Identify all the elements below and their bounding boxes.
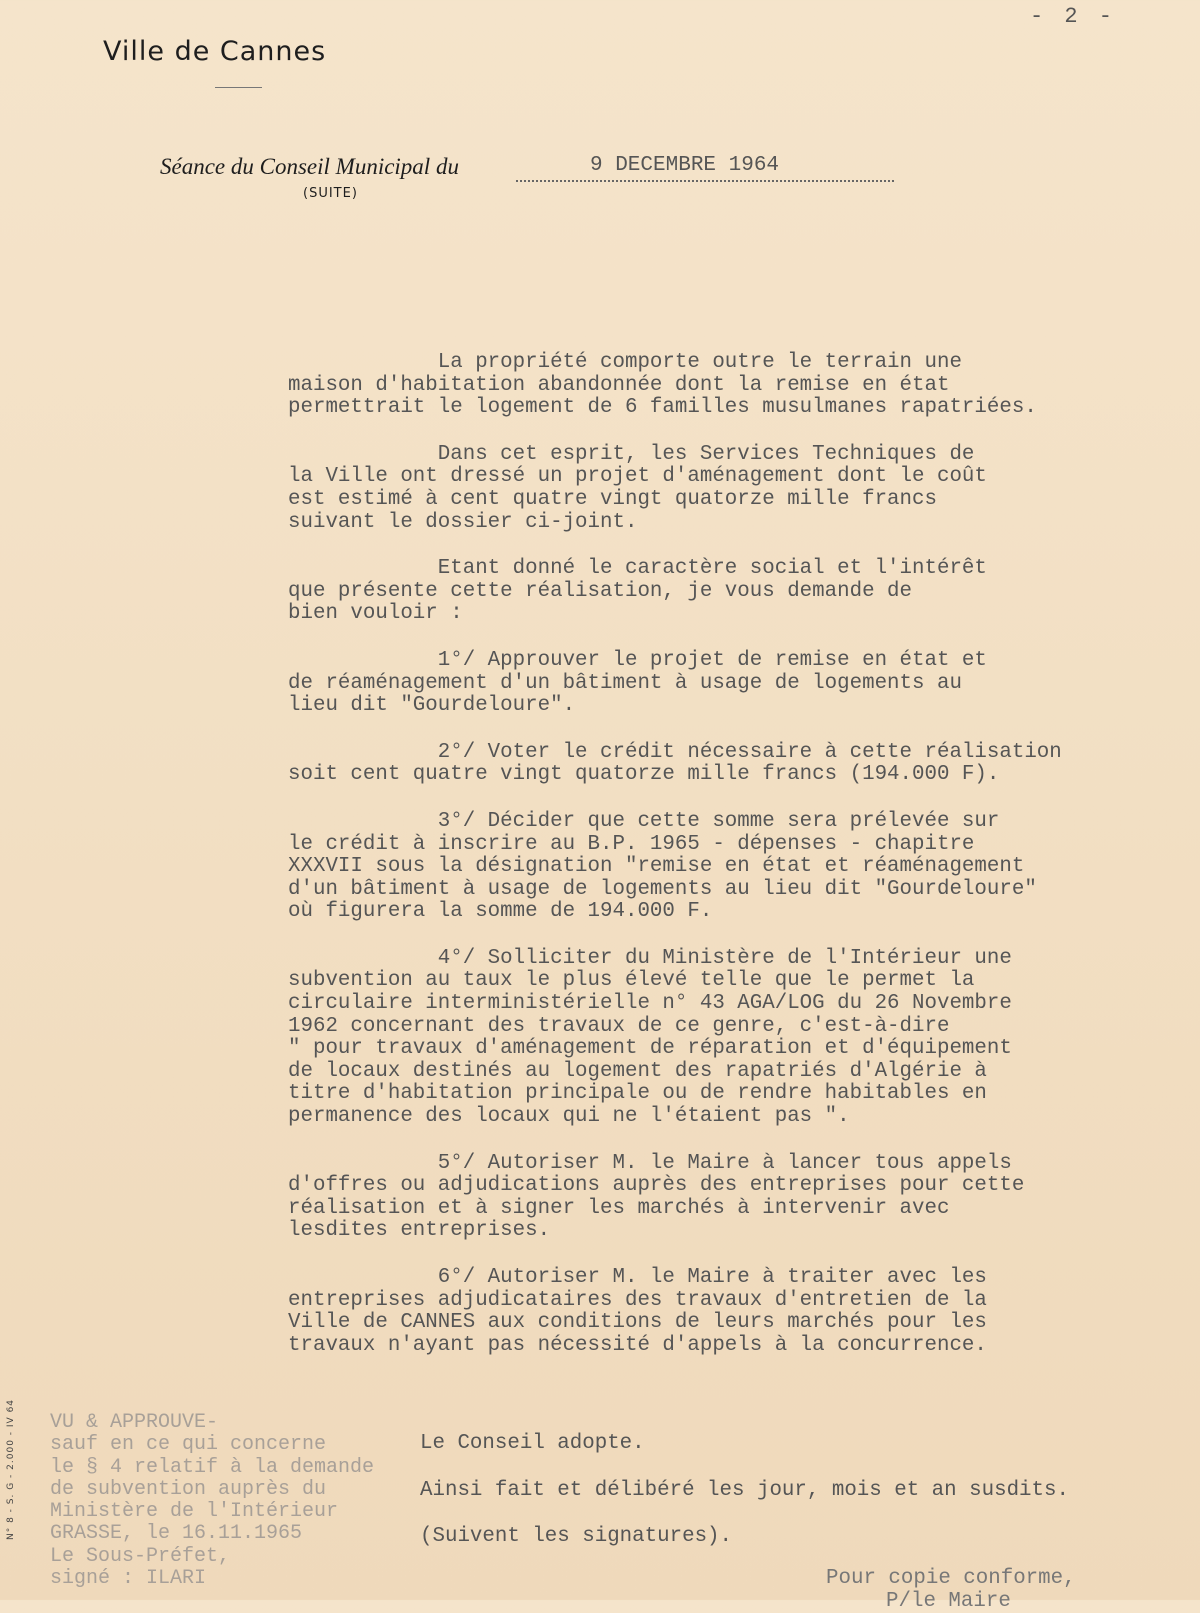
stamp-line: Le Sous-Préfet, <box>50 1544 231 1568</box>
date-dotted-line <box>516 180 894 182</box>
paragraph-line: La propriété comporte outre le terrain une <box>288 351 962 374</box>
paragraph-line: titre d'habitation principale ou de rendre habitables en <box>288 1082 987 1106</box>
stamp-line: de subvention auprès du <box>50 1477 327 1501</box>
paragraph-line: de réaménagement d'un bâtiment à usage de logements au <box>288 671 962 695</box>
paragraph-line: maison d'habitation abandonnée dont la remise en état <box>288 373 950 397</box>
paragraph-line: 4°/ Solliciter du Ministère de l'Intérieur une <box>288 946 1012 970</box>
signatures-note: (Suivent les signatures). <box>420 1525 733 1549</box>
deliberation-body <box>288 352 1168 1381</box>
suite-label: (SUITE) <box>303 186 358 201</box>
paragraph-line: le crédit à inscrire au B.P. 1965 - dépenses - chapitre <box>288 832 975 856</box>
paragraph-line: permanence des locaux qui ne l'étaient pas ". <box>288 1105 850 1129</box>
paragraph-line: travaux n'ayant pas nécessité d'appels à la concurrence. <box>288 1333 987 1357</box>
done-and-deliberated: Ainsi fait et délibéré les jour, mois et an susdits. <box>420 1478 1069 1502</box>
paragraph-line: entreprises adjudicataires des travaux d'entretien de la <box>288 1288 987 1312</box>
paragraph-line: d'offres ou adjudications auprès des entreprises pour cette <box>288 1174 1025 1198</box>
paragraph-line: d'un bâtiment à usage de logements au lieu dit "Gourdeloure" <box>288 877 1037 901</box>
paragraph-line: Etant donné le caractère social et l'intérêt <box>288 557 987 581</box>
printer-mark: N° 8 - S. G - 2.000 - IV 64 <box>6 1398 16 1540</box>
paragraph-line: lesdites entreprises. <box>288 1219 551 1243</box>
paragraph-line: que présente cette réalisation, je vous demande de <box>288 579 913 603</box>
mayor-line: P/le Maire <box>886 1589 1011 1613</box>
paragraph <box>288 650 1168 718</box>
paragraph-line: 1962 concernant des travaux de ce genre, c'est-à-dire <box>288 1014 950 1038</box>
stamp-line: GRASSE, le 16.11.1965 <box>50 1522 303 1546</box>
paragraph-line: où figurera la somme de 194.000 F. <box>288 900 713 924</box>
stamp-line: signé : ILARI <box>50 1567 207 1591</box>
paragraph-line: est estimé à cent quatre vingt quatorze mille francs <box>288 487 937 511</box>
paragraph-line: la Ville ont dressé un projet d'aménagement dont le coût <box>288 465 987 489</box>
letterhead-divider <box>215 87 262 88</box>
closing-block <box>420 1433 1069 1573</box>
paragraph-line: réalisation et à signer les marchés à intervenir avec <box>288 1196 950 1220</box>
paragraph-line: permettrait le logement de 6 familles musulmanes rapatriées. <box>288 396 1037 420</box>
paragraph-line: 6°/ Autoriser M. le Maire à traiter avec les <box>288 1266 987 1289</box>
paragraph-line: circulaire interministérielle n° 43 AGA/LOG du 26 Novembre <box>288 992 1012 1016</box>
paragraph-line: 2°/ Voter le crédit nécessaire à cette réalisation <box>288 740 1062 764</box>
paragraph-line: XXXVII sous la désignation "remise en état et réaménagement <box>288 855 1025 879</box>
session-label: Séance du Conseil Municipal du <box>160 154 459 179</box>
paragraph-line: 3°/ Décider que cette somme sera prélevée sur <box>288 809 1000 833</box>
paragraph <box>288 558 1168 626</box>
paragraph-line: " pour travaux d'aménagement de réparation et d'équipement <box>288 1037 1012 1061</box>
session-date: 9 DECEMBRE 1964 <box>590 154 780 177</box>
paragraph-line: bien vouloir : <box>288 602 463 626</box>
paragraph-line: Ville de CANNES aux conditions de leurs marchés pour les <box>288 1311 987 1335</box>
letterhead-city: Ville de Cannes <box>103 36 327 67</box>
paragraph-line: subvention au taux le plus élevé telle que le permet la <box>288 969 975 993</box>
paragraph <box>288 742 1168 787</box>
paragraph-line: lieu dit "Gourdeloure". <box>288 694 576 718</box>
paragraph <box>288 948 1168 1129</box>
paragraph-line: suivant le dossier ci-joint. <box>288 510 638 534</box>
stamp-line: VU & APPROUVE- <box>50 1411 219 1434</box>
paragraph <box>288 352 1168 420</box>
paragraph-line: soit cent quatre vingt quatorze mille francs (194.000 F). <box>288 763 1000 787</box>
page-number: - 2 - <box>1030 4 1117 29</box>
paragraph-line: de locaux destinés au logement des rapatriés d'Algérie à <box>288 1059 987 1083</box>
stamp-line: Ministère de l'Intérieur <box>50 1500 339 1524</box>
paragraph <box>288 444 1168 534</box>
paragraph-line: 1°/ Approuver le projet de remise en état et <box>288 648 987 672</box>
approval-stamp <box>50 1412 430 1590</box>
paragraph-line: 5°/ Autoriser M. le Maire à lancer tous appels <box>288 1151 1012 1175</box>
paragraph <box>288 811 1168 924</box>
paragraph <box>288 1267 1168 1357</box>
stamp-line: sauf en ce qui concerne <box>50 1433 327 1457</box>
stamp-line: le § 4 relatif à la demande <box>50 1455 375 1479</box>
certified-copy-line: Pour copie conforme, <box>826 1567 1076 1590</box>
paragraph <box>288 1153 1168 1243</box>
council-adopts: Le Conseil adopte. <box>420 1432 645 1455</box>
paragraph-line: Dans cet esprit, les Services Techniques de <box>288 442 975 466</box>
certified-copy <box>826 1568 1076 1613</box>
